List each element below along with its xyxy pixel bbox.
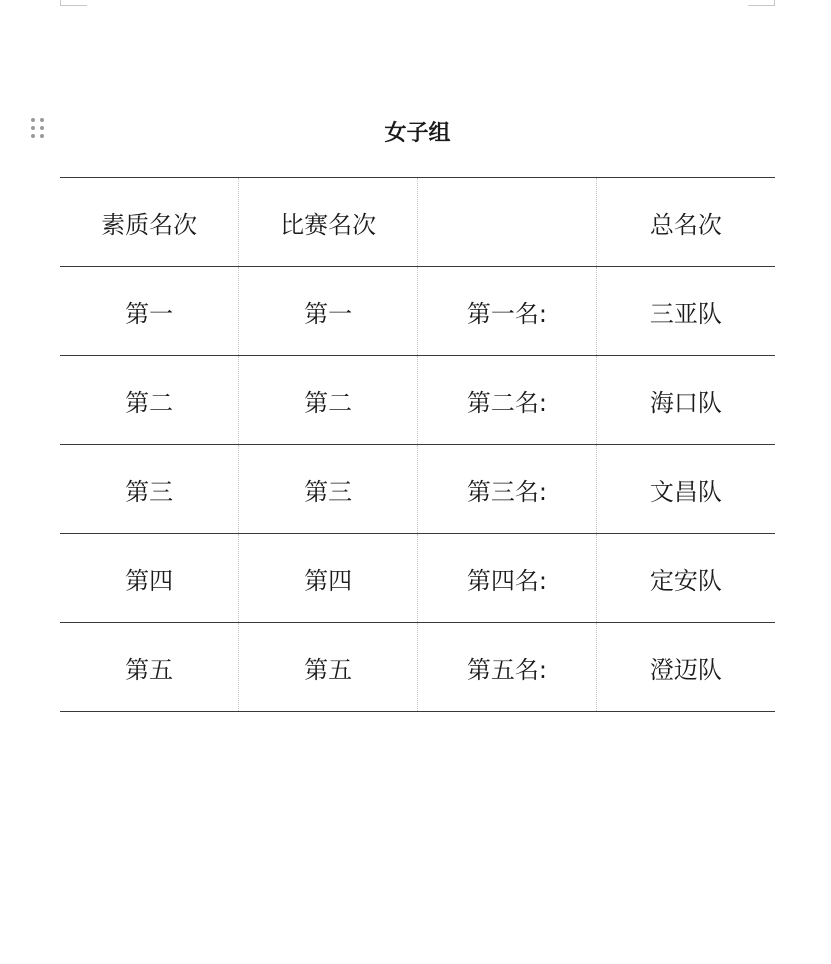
table-cell[interactable]: 海口队: [596, 356, 775, 445]
table-cell[interactable]: 第三: [239, 445, 418, 534]
page-corner-mark-right: [748, 0, 775, 6]
drag-handle-dot: [40, 134, 44, 138]
drag-handle-dot: [31, 134, 35, 138]
drag-handle-dot: [40, 126, 44, 130]
table-cell[interactable]: 第三: [60, 445, 239, 534]
table-cell[interactable]: 第四: [60, 534, 239, 623]
document-title: 女子组: [384, 120, 451, 146]
header-cell-match-rank[interactable]: 比赛名次: [239, 178, 418, 267]
table-cell[interactable]: 第四名:: [418, 534, 597, 623]
table-cell[interactable]: 定安队: [596, 534, 775, 623]
table-header-row: [60, 178, 775, 267]
table-cell[interactable]: 第三名:: [418, 445, 597, 534]
table-cell[interactable]: 第一: [239, 267, 418, 356]
table-cell[interactable]: 第一: [60, 267, 239, 356]
table-row: [60, 267, 775, 356]
table-cell[interactable]: 第二名:: [418, 356, 597, 445]
table-cell[interactable]: 第五: [239, 623, 418, 712]
drag-handle-dot: [31, 126, 35, 130]
drag-handle-icon[interactable]: [31, 118, 45, 140]
table-cell[interactable]: 文昌队: [596, 445, 775, 534]
table-cell[interactable]: 第五名:: [418, 623, 597, 712]
table-cell[interactable]: 三亚队: [596, 267, 775, 356]
table-cell[interactable]: 第一名:: [418, 267, 597, 356]
drag-handle-dot: [31, 118, 35, 122]
table-cell[interactable]: 第二: [60, 356, 239, 445]
header-cell-quality-rank[interactable]: 素质名次: [60, 178, 239, 267]
drag-handle-dot: [40, 118, 44, 122]
table-cell[interactable]: 第四: [239, 534, 418, 623]
table-row: [60, 445, 775, 534]
table-row: [60, 623, 775, 712]
table-row: [60, 356, 775, 445]
table-cell[interactable]: 澄迈队: [596, 623, 775, 712]
page-corner-mark-left: [60, 0, 87, 6]
header-cell-overall-rank[interactable]: 总名次: [596, 178, 775, 267]
table-cell[interactable]: 第二: [239, 356, 418, 445]
table-cell[interactable]: 第五: [60, 623, 239, 712]
header-cell-empty[interactable]: [418, 178, 597, 267]
table-row: [60, 534, 775, 623]
ranking-table[interactable]: [60, 177, 775, 712]
